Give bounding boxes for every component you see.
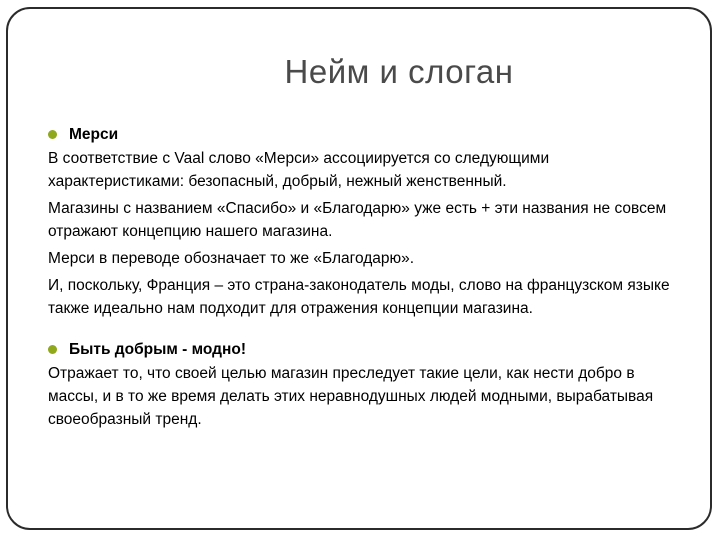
bullet-dot-icon: [48, 345, 57, 354]
bullet-heading-mersi: [48, 121, 678, 147]
section-heading: Мерси: [69, 125, 119, 143]
paragraph: И, поскольку, Франция – это страна-законодатель моды, слово на французском языке также идеально нам подходит для отражения концепции магазина.: [48, 277, 670, 317]
slide-frame: [6, 7, 712, 530]
section-gap: [48, 324, 678, 336]
paragraph: В соответствие с Vaal слово «Мерси» ассоциируется со следующими характеристиками: безопасный, добрый, нежный женственный.: [48, 150, 550, 190]
slide-title: Нейм и слоган: [284, 53, 514, 90]
paragraph: Магазины с названием «Спасибо» и «Благодарю» уже есть + эти названия не совсем отражают концепцию нашего магазина.: [48, 200, 667, 240]
slide-content: [48, 121, 678, 435]
section-heading: Быть добрым - модно!: [69, 340, 246, 358]
paragraph: Отражает то, что своей целью магазин преследует такие цели, как нести добро в массы, и в то же время делать этих неравнодушных людей модными, вырабатывая своеобразный тренд.: [48, 365, 654, 428]
bullet-heading-dobrym: [48, 336, 678, 362]
bullet-dot-icon: [48, 130, 57, 139]
paragraph: Мерси в переводе обозначает то же «Благодарю».: [48, 250, 415, 267]
